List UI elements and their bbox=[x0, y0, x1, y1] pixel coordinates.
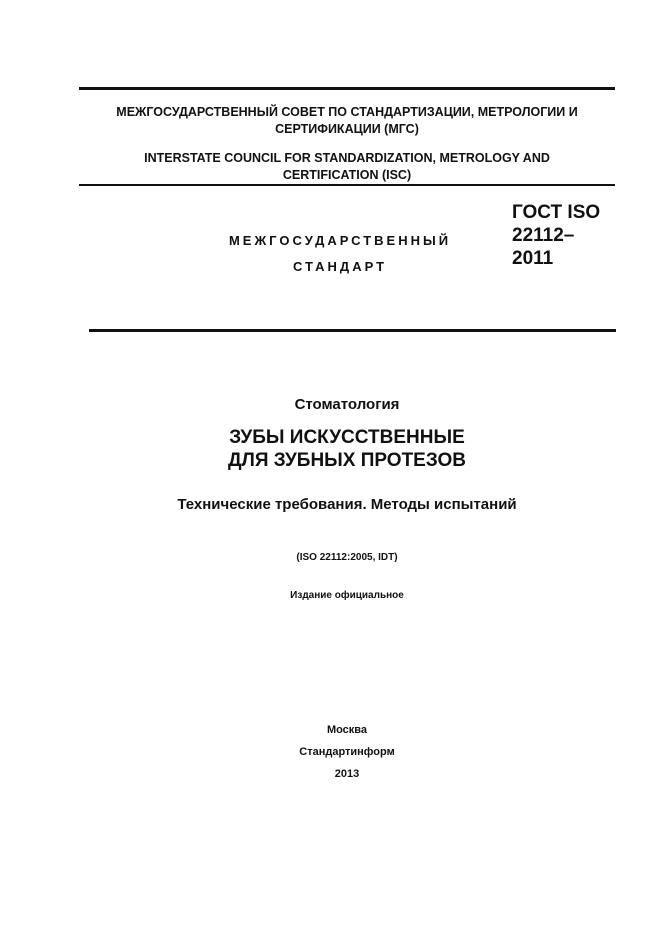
bottom-rule bbox=[89, 329, 616, 332]
document-title bbox=[100, 426, 594, 472]
document-subtitle: Технические требования. Методы испытаний bbox=[177, 496, 517, 513]
standard-kind-line2: СТАНДАРТ bbox=[292, 259, 388, 274]
document-title-line1: ЗУБЫ ИСКУССТВЕННЫЕ bbox=[229, 427, 465, 448]
designation-line2: 22112– bbox=[512, 225, 575, 246]
top-rule bbox=[79, 87, 615, 90]
council-ru-line1: МЕЖГОСУДАРСТВЕННЫЙ СОВЕТ ПО СТАНДАРТИЗАЦИИ, МЕТРОЛОГИИ И bbox=[116, 105, 578, 119]
council-name-en bbox=[79, 150, 615, 184]
imprint-city: Москва bbox=[326, 724, 368, 736]
imprint-publisher: Стандартинформ bbox=[299, 746, 395, 758]
standard-kind bbox=[200, 233, 480, 275]
designation-line3: 2011 bbox=[512, 248, 554, 269]
council-name-ru bbox=[79, 104, 615, 138]
council-ru-line2: СЕРТИФИКАЦИИ (МГС) bbox=[275, 122, 419, 136]
council-en-line2: CERTIFICATION (ISC) bbox=[282, 168, 412, 182]
edition-note: Издание официальное bbox=[290, 590, 404, 601]
field-title: Стоматология bbox=[294, 396, 400, 413]
imprint-year: 2013 bbox=[334, 768, 360, 780]
standard-designation bbox=[512, 201, 622, 270]
standard-kind-line1: МЕЖГОСУДАРСТВЕННЫЙ bbox=[228, 233, 452, 248]
document-title-line2: ДЛЯ ЗУБНЫХ ПРОТЕЗОВ bbox=[227, 450, 467, 471]
designation-line1: ГОСТ ISO bbox=[512, 202, 601, 223]
iso-reference: (ISO 22112:2005, IDT) bbox=[296, 552, 398, 563]
council-en-line1: INTERSTATE COUNCIL FOR STANDARDIZATION, METROLOGY AND bbox=[144, 151, 550, 165]
middle-rule bbox=[79, 184, 615, 186]
